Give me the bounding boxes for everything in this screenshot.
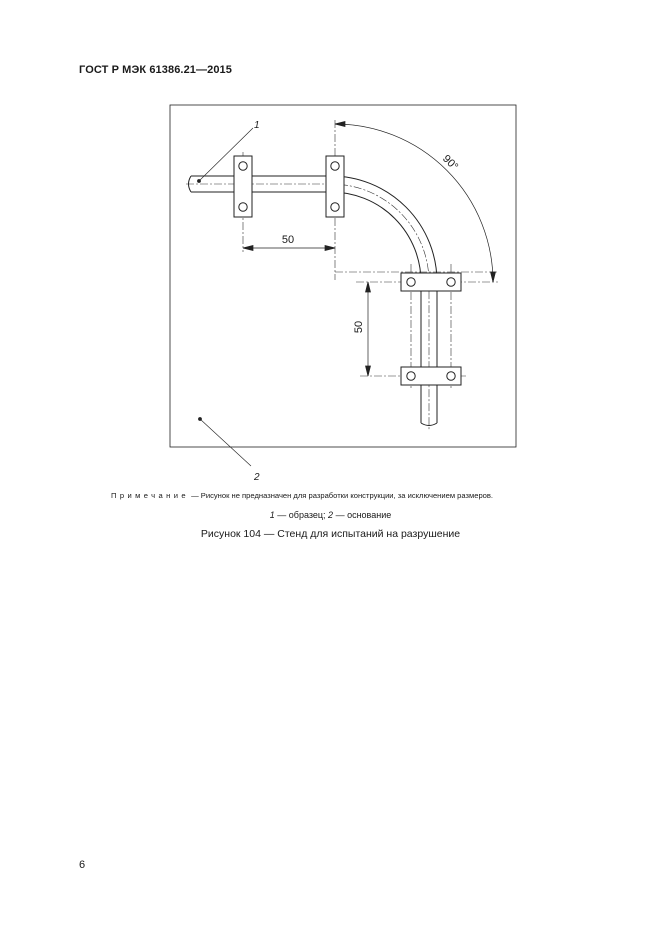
legend-item-1-number: 1 <box>269 510 275 520</box>
figure-legend <box>0 510 661 520</box>
dimension-horizontal-label: 50 <box>281 234 295 246</box>
legend-item-1-text: — образец; <box>274 510 329 520</box>
page-number: 6 <box>79 859 86 871</box>
legend-item-2-number: 2 <box>328 510 334 520</box>
angle-label: 90° <box>439 152 461 174</box>
legend-item-2-text: — основание <box>333 510 392 520</box>
figure-note <box>111 491 493 500</box>
dimension-vertical-label: 50 <box>353 320 365 334</box>
note-label: Примечание <box>111 491 189 500</box>
figure-caption: Рисунок 104 — Стенд для испытаний на разрушение <box>200 528 461 540</box>
callout-1-label: 1 <box>254 120 260 131</box>
clamp-1 <box>234 156 252 217</box>
clamp-3 <box>401 273 461 291</box>
note-text: Рисунок не предназначен для разработки конструкции, за исключением размеров. <box>200 491 494 500</box>
note-dash: — <box>188 491 201 500</box>
clamp-2 <box>326 156 344 217</box>
clamp-4 <box>401 367 461 385</box>
callout-2-label: 2 <box>254 472 260 483</box>
document-header: ГОСТ Р МЭК 61386.21—2015 <box>79 64 232 76</box>
